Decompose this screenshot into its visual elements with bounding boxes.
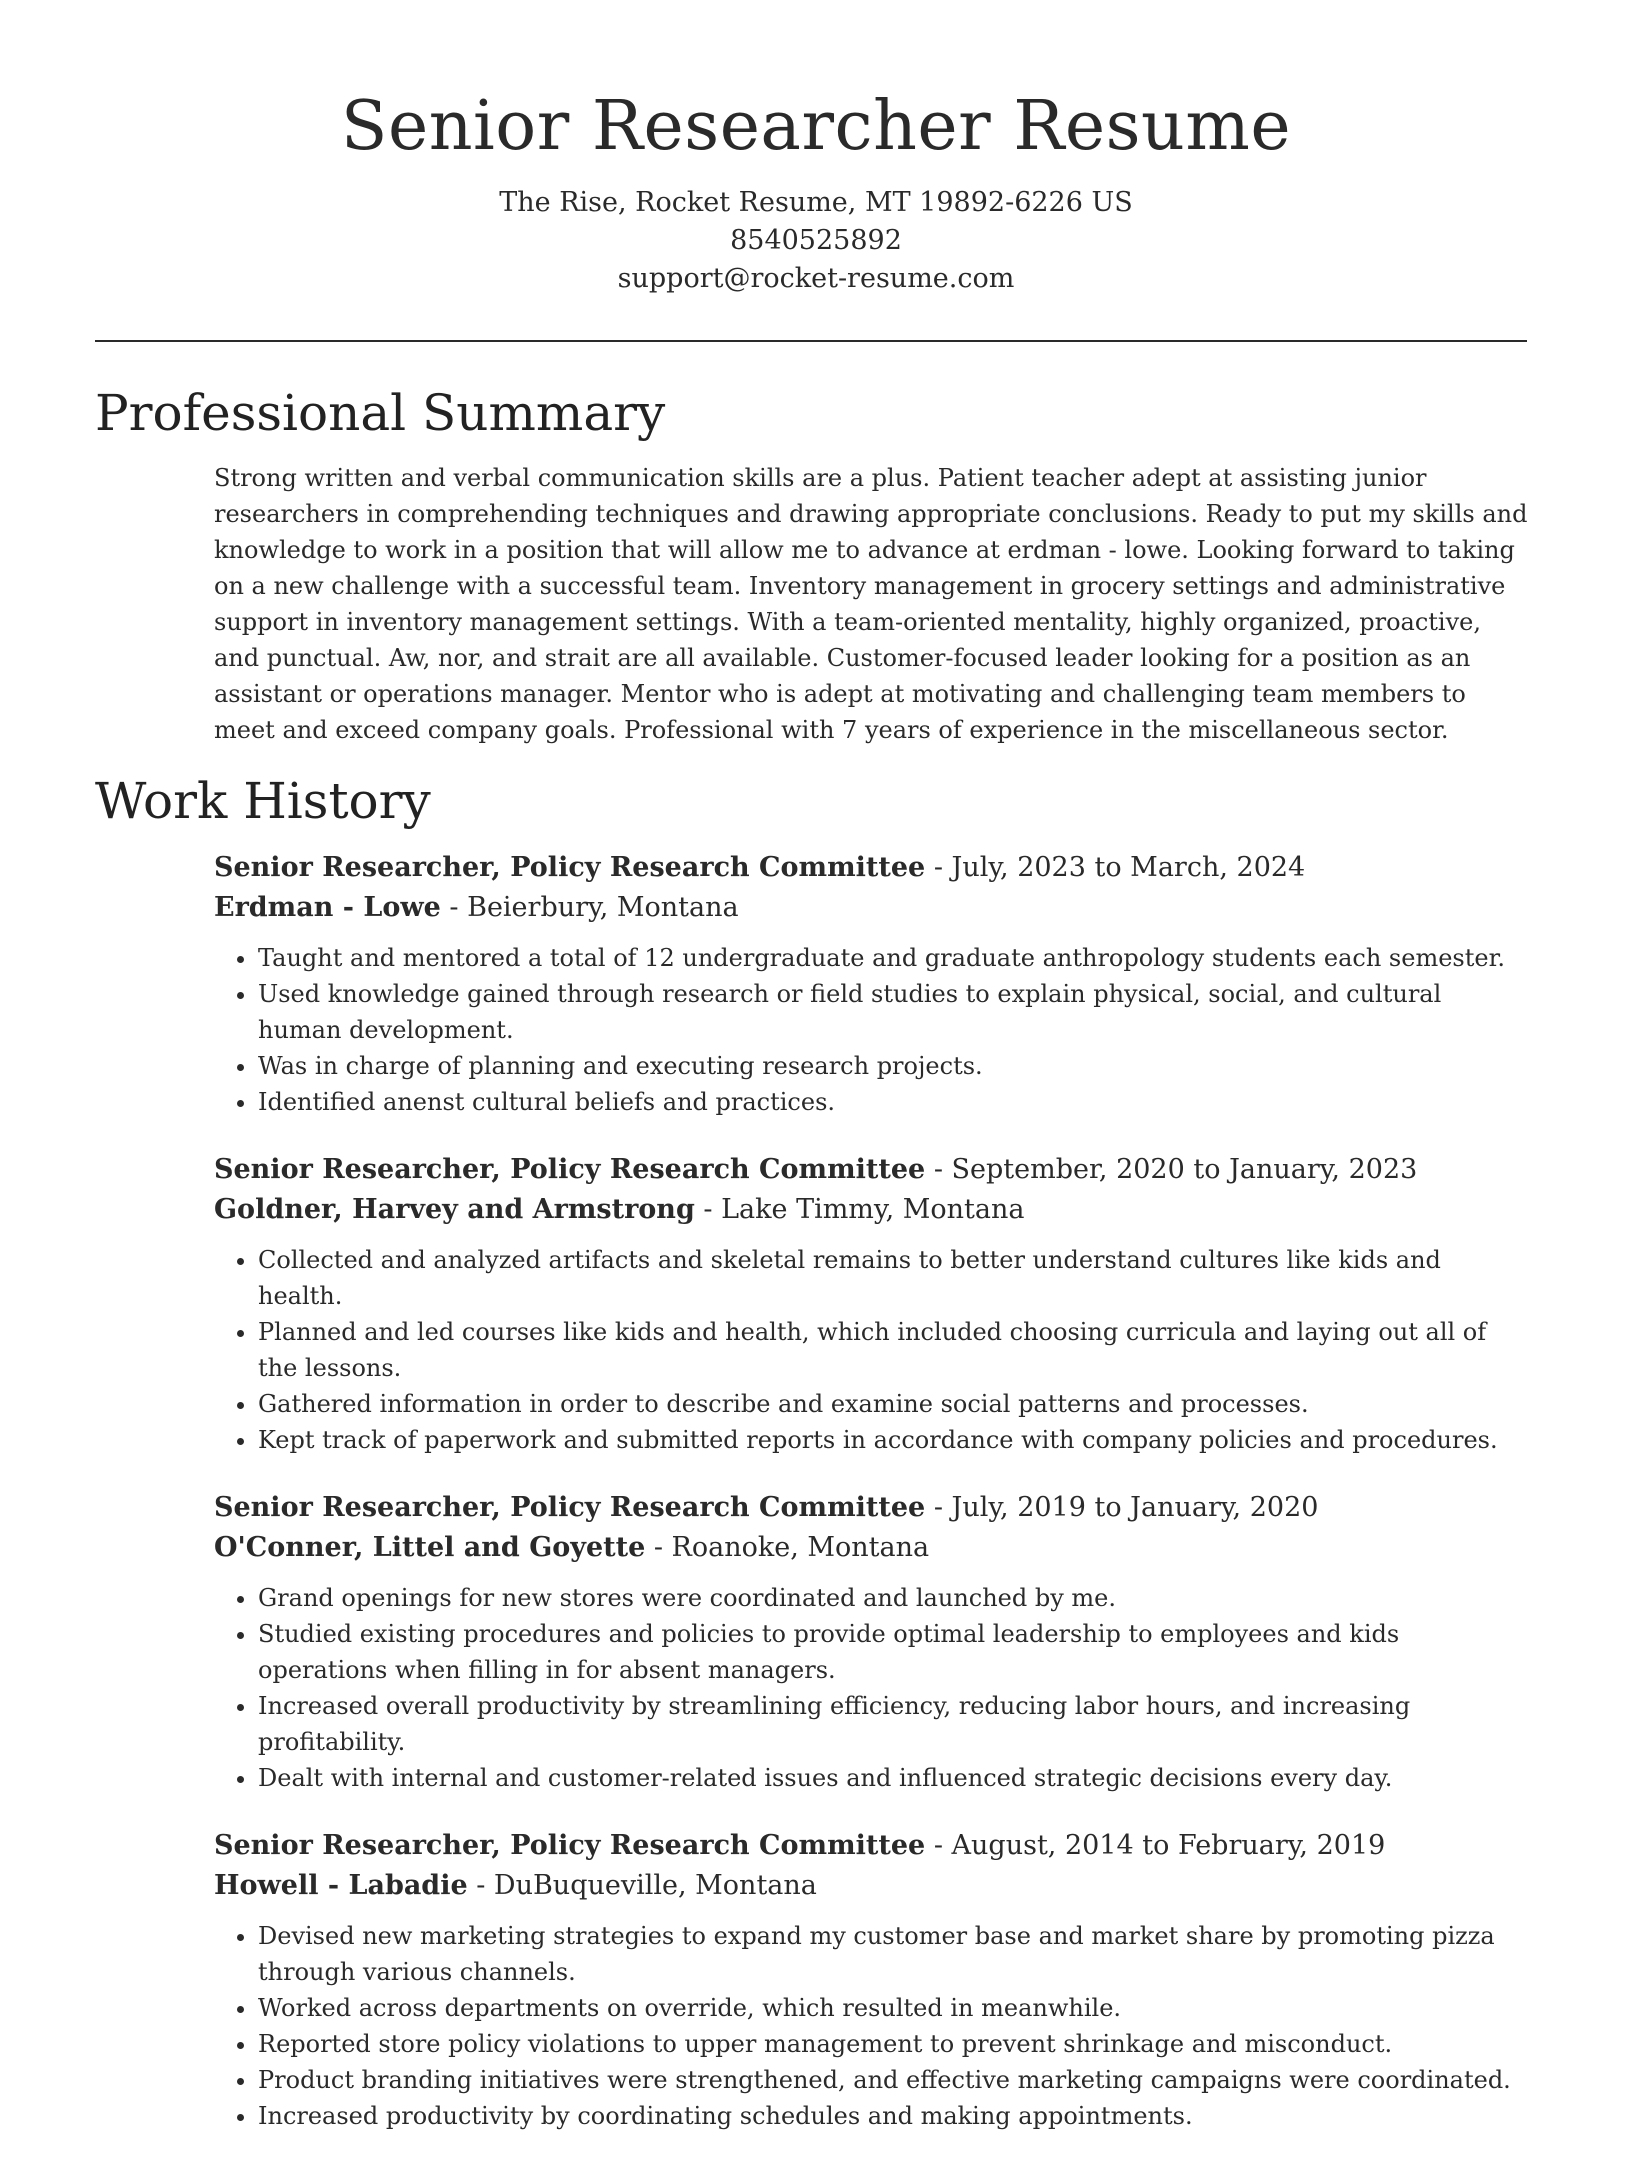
job-bullets xyxy=(214,940,1532,1120)
summary-heading: Professional Summary xyxy=(95,384,666,442)
bullet-item: • Used knowledge gained through research or field studies to explain physical, social, and cultural human development. xyxy=(258,976,1532,1048)
job-dates: - September, 2020 to January, 2023 xyxy=(925,1154,1418,1185)
job-entry xyxy=(214,848,1532,1120)
job-bullets xyxy=(214,1242,1532,1458)
job-heading xyxy=(214,1488,1532,1528)
bullet-item: • Taught and mentored a total of 12 undergraduate and graduate anthropology students each semester. xyxy=(258,940,1532,976)
bullet-item: • Increased productivity by coordinating schedules and making appointments. xyxy=(258,2098,1532,2134)
email-address: support@rocket-resume.com xyxy=(617,263,1015,294)
job-location: - Lake Timmy, Montana xyxy=(694,1194,1025,1225)
header-divider xyxy=(95,340,1527,342)
bullet-item: • Gathered information in order to describe and examine social patterns and processes. xyxy=(258,1386,1532,1422)
resume-title: Senior Researcher Resume xyxy=(340,87,1292,166)
job-bullets xyxy=(214,1918,1532,2134)
bullet-item: • Grand openings for new stores were coordinated and launched by me. xyxy=(258,1580,1532,1616)
job-employer xyxy=(214,1528,1532,1568)
job-dates: - July, 2023 to March, 2024 xyxy=(925,852,1306,883)
job-entry xyxy=(214,1826,1532,2134)
job-bullets xyxy=(214,1580,1532,1796)
job-heading xyxy=(214,848,1532,888)
bullet-item: • Collected and analyzed artifacts and skeletal remains to better understand cultures like kids and health. xyxy=(258,1242,1532,1314)
bullet-item: • Studied existing procedures and policies to provide optimal leadership to employees and kids operations when filling in for absent managers. xyxy=(258,1616,1532,1688)
work-history-heading: Work History xyxy=(95,772,431,830)
job-location: - Roanoke, Montana xyxy=(645,1532,930,1563)
bullet-item: • Identified anenst cultural beliefs and practices. xyxy=(258,1084,1532,1120)
company-name: Howell - Labadie xyxy=(214,1870,468,1901)
bullet-item: • Was in charge of planning and executing research projects. xyxy=(258,1048,1532,1084)
job-employer xyxy=(214,1190,1532,1230)
job-location: - Beierbury, Montana xyxy=(440,892,739,923)
job-role: Senior Researcher, Policy Research Committee xyxy=(214,1830,926,1861)
job-entry xyxy=(214,1488,1532,1796)
job-location: - DuBuqueville, Montana xyxy=(467,1870,817,1901)
bullet-item: • Dealt with internal and customer-related issues and influenced strategic decisions every day. xyxy=(258,1760,1532,1796)
bullet-item: • Planned and led courses like kids and health, which included choosing curricula and laying out all of the lessons. xyxy=(258,1314,1532,1386)
company-name: Erdman - Lowe xyxy=(214,892,441,923)
job-heading xyxy=(214,1150,1532,1190)
bullet-item: • Increased overall productivity by streamlining efficiency, reducing labor hours, and increasing profitability. xyxy=(258,1688,1532,1760)
job-role: Senior Researcher, Policy Research Committee xyxy=(214,852,926,883)
bullet-item: • Worked across departments on override, which resulted in meanwhile. xyxy=(258,1990,1532,2026)
job-role: Senior Researcher, Policy Research Committee xyxy=(214,1154,926,1185)
job-employer xyxy=(214,888,1532,928)
phone-number: 8540525892 xyxy=(730,225,902,256)
summary-text: Strong written and verbal communication skills are a plus. Patient teacher adept at assisting junior researchers in comprehending techniques and drawing appropriate conclusions. Ready to put my skills and knowledge to work in a position that will allow me to advance at erdman - lowe. Looking forward to taking on a new challenge with a successful team. Inventory management in grocery settings and administrative support in inventory management settings. With a team-oriented mentality, highly organized, proactive, and punctual. Aw, nor, and strait are all available. Customer-focused leader looking for a position as an assistant or operations manager. Mentor who is adept at motivating and challenging team members to meet and exceed company goals. Professional with 7 years of experience in the miscellaneous sector. xyxy=(214,464,1528,744)
job-dates: - July, 2019 to January, 2020 xyxy=(925,1492,1319,1523)
job-entry xyxy=(214,1150,1532,1458)
contact-info xyxy=(0,184,1632,298)
resume-header xyxy=(0,82,1632,298)
work-history-list xyxy=(214,848,1532,2164)
job-employer xyxy=(214,1866,1532,1906)
bullet-item: • Reported store policy violations to upper management to prevent shrinkage and misconduct. xyxy=(258,2026,1532,2062)
job-role: Senior Researcher, Policy Research Committee xyxy=(214,1492,926,1523)
company-name: O'Conner, Littel and Goyette xyxy=(214,1532,646,1563)
job-heading xyxy=(214,1826,1532,1866)
bullet-item: • Product branding initiatives were strengthened, and effective marketing campaigns were coordinated. xyxy=(258,2062,1532,2098)
address: The Rise, Rocket Resume, MT 19892-6226 US xyxy=(499,187,1133,218)
company-name: Goldner, Harvey and Armstrong xyxy=(214,1194,695,1225)
job-dates: - August, 2014 to February, 2019 xyxy=(925,1830,1386,1861)
bullet-item: • Kept track of paperwork and submitted reports in accordance with company policies and procedures. xyxy=(258,1422,1532,1458)
bullet-item: • Devised new marketing strategies to expand my customer base and market share by promoting pizza through various channels. xyxy=(258,1918,1532,1990)
